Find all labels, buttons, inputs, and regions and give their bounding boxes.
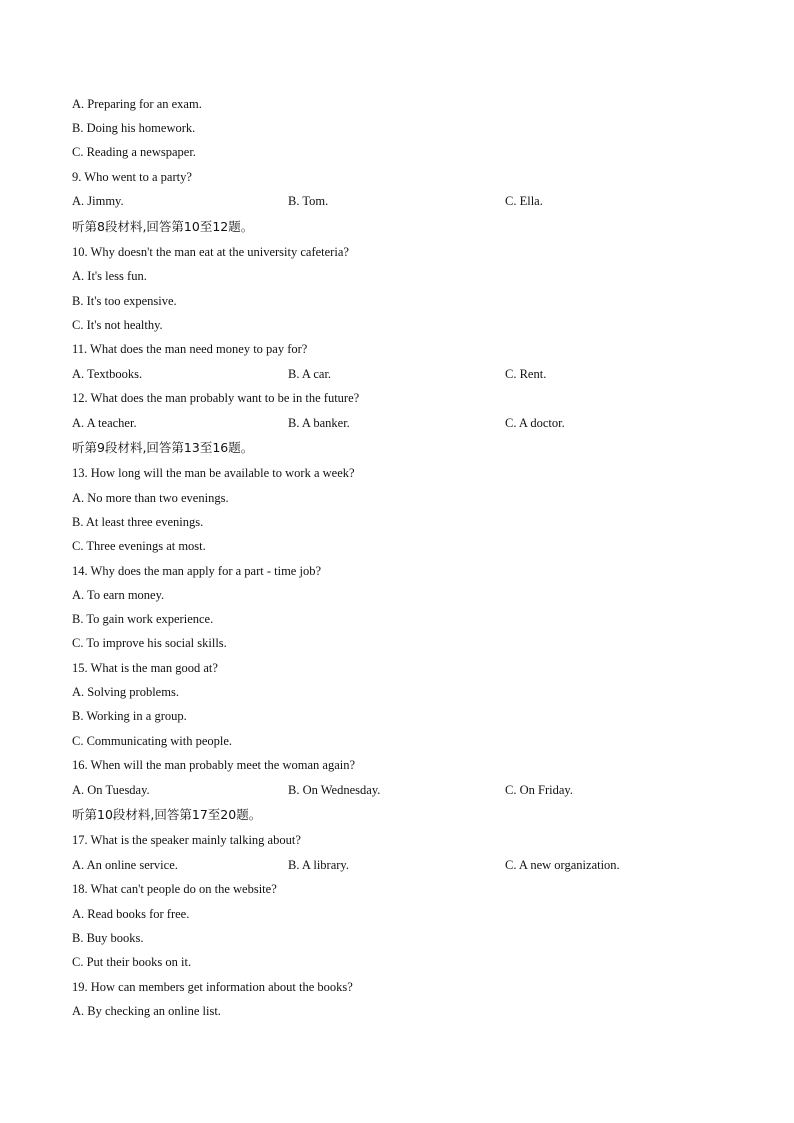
option-row — [72, 411, 732, 435]
option-a: A. A teacher. — [72, 415, 137, 430]
option-b: B. On Wednesday. — [288, 782, 381, 797]
option-text: C. Three evenings at most. — [72, 538, 206, 553]
option-text: A. To earn money. — [72, 587, 165, 602]
option-row — [72, 778, 732, 802]
option-a: A. Textbooks. — [72, 366, 143, 381]
option-row — [72, 362, 732, 386]
option-a: A. An online service. — [72, 857, 178, 872]
option-text: A. By checking an online list. — [72, 1003, 221, 1018]
option-row — [72, 189, 732, 213]
option-b: B. A library. — [288, 857, 349, 872]
option-row — [72, 853, 732, 877]
question-text: 13. How long will the man be available to work a week? — [72, 466, 355, 481]
section-instruction: 听第8段材料,回答第10至12题。 — [72, 218, 254, 234]
option-text: C. To improve his social skills. — [72, 636, 227, 651]
option-text: B. Working in a group. — [72, 709, 187, 724]
section-instruction: 听第9段材料,回答第13至16题。 — [72, 439, 254, 455]
option-text: C. Put their books on it. — [72, 954, 192, 969]
question-text: 19. How can members get information about the books? — [72, 979, 353, 994]
question-text: 16. When will the man probably meet the woman again? — [72, 758, 356, 773]
question-text: 14. Why does the man apply for a part - time job? — [72, 563, 322, 578]
option-b: B. A banker. — [288, 415, 350, 430]
option-c: C. A doctor. — [505, 415, 565, 430]
option-a: A. Jimmy. — [72, 194, 124, 209]
option-c: C. On Friday. — [505, 782, 573, 797]
question-text: 12. What does the man probably want to be in the future? — [72, 391, 360, 406]
exam-page — [72, 92, 732, 1023]
option-text: A. Read books for free. — [72, 906, 190, 921]
option-b: B. Tom. — [288, 194, 329, 209]
section-instruction: 听第10段材料,回答第17至20题。 — [72, 806, 262, 822]
option-c: C. Rent. — [505, 366, 547, 381]
option-text: C. Reading a newspaper. — [72, 145, 196, 160]
option-text: A. Preparing for an exam. — [72, 97, 202, 111]
option-text: B. Buy books. — [72, 930, 144, 945]
option-text: C. It's not healthy. — [72, 317, 163, 332]
option-text: B. It's too expensive. — [72, 293, 177, 308]
question-text: 18. What can't people do on the website? — [72, 882, 277, 897]
option-b: B. A car. — [288, 366, 332, 381]
option-text: C. Communicating with people. — [72, 733, 233, 748]
option-a: A. On Tuesday. — [72, 782, 150, 797]
option-c: C. A new organization. — [505, 857, 620, 872]
option-text: A. No more than two evenings. — [72, 490, 229, 505]
option-c: C. Ella. — [505, 194, 543, 209]
option-text: A. It's less fun. — [72, 269, 147, 284]
question-text: 10. Why doesn't the man eat at the university cafeteria? — [72, 245, 349, 260]
option-text: B. Doing his homework. — [72, 121, 196, 136]
question-text: 15. What is the man good at? — [72, 661, 218, 676]
question-text: 9. Who went to a party? — [72, 170, 192, 185]
question-text: 11. What does the man need money to pay for? — [72, 342, 308, 357]
option-text: A. Solving problems. — [72, 685, 179, 700]
question-text: 17. What is the speaker mainly talking about? — [72, 833, 301, 848]
option-text: B. To gain work experience. — [72, 612, 214, 627]
option-text: B. At least three evenings. — [72, 514, 204, 529]
